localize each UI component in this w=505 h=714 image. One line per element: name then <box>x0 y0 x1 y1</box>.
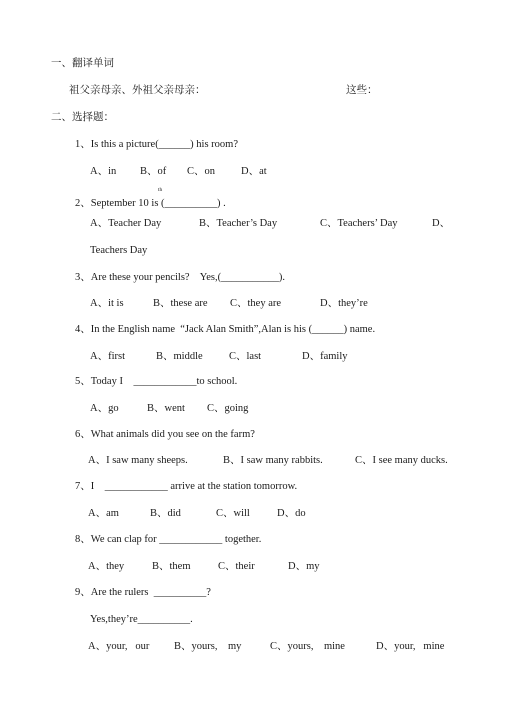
option: B、middle <box>156 351 203 362</box>
option: D、 <box>432 218 451 229</box>
superscript: th <box>158 187 163 193</box>
option: D、do <box>277 508 306 519</box>
option: C、will <box>216 508 250 519</box>
option: C、going <box>207 403 249 414</box>
question-answer-line: Yes,they’re__________. <box>90 614 193 625</box>
option: A、go <box>90 403 119 414</box>
section1-heading: 一、翻译单词 <box>51 58 114 69</box>
section2-heading: 二、选择题： <box>51 112 114 123</box>
option: C、last <box>229 351 262 362</box>
option: A、they <box>88 561 125 572</box>
option: D、they’re <box>320 298 368 309</box>
question-stem: 6、What animals did you see on the farm? <box>75 429 255 440</box>
question-stem: 5、Today I ____________to school. <box>75 376 238 387</box>
option: C、I see many ducks. <box>355 455 448 466</box>
option: C、their <box>218 561 255 572</box>
option: B、them <box>152 561 191 572</box>
translate-line-right: 这些： <box>346 85 378 96</box>
option: D、my <box>288 561 320 572</box>
option: A、Teacher Day <box>90 218 162 229</box>
question-stem: 9、Are the rulers __________? <box>75 587 211 598</box>
question-stem: 2、September 10 is (__________) . <box>75 198 226 209</box>
option: C、they are <box>230 298 282 309</box>
option: A、I saw many sheeps. <box>88 455 188 466</box>
question-stem: 8、We can clap for ____________ together. <box>75 534 262 545</box>
option-wrap: Teachers Day <box>90 245 148 256</box>
translate-line-left: 祖父亲母亲、外祖父亲母亲： <box>69 85 206 96</box>
question-stem: 4、In the English name “Jack Alan Smith”,Alan is his (______) name. <box>75 324 376 335</box>
option: A、it is <box>90 298 124 309</box>
option: B、Teacher’s Day <box>199 218 278 229</box>
option: D、at <box>241 166 267 177</box>
question-stem: 7、I ____________ arrive at the station tomorrow. <box>75 481 298 492</box>
option: A、in <box>90 166 117 177</box>
option: A、first <box>90 351 125 362</box>
option: B、yours, my <box>174 641 242 652</box>
question-stem: 3、Are these your pencils? Yes,(___________). <box>75 272 285 283</box>
option: D、family <box>302 351 348 362</box>
option: C、Teachers’ Day <box>320 218 398 229</box>
option: D、your, mine <box>376 641 445 652</box>
option: B、did <box>150 508 181 519</box>
option: B、of <box>140 166 167 177</box>
option: A、your, our <box>88 641 150 652</box>
option: C、yours, mine <box>270 641 345 652</box>
option: B、went <box>147 403 185 414</box>
option: B、these are <box>153 298 208 309</box>
option: A、am <box>88 508 119 519</box>
option: C、on <box>187 166 216 177</box>
option: B、I saw many rabbits. <box>223 455 323 466</box>
question-stem: 1、Is this a picture(______) his room? <box>75 139 239 150</box>
